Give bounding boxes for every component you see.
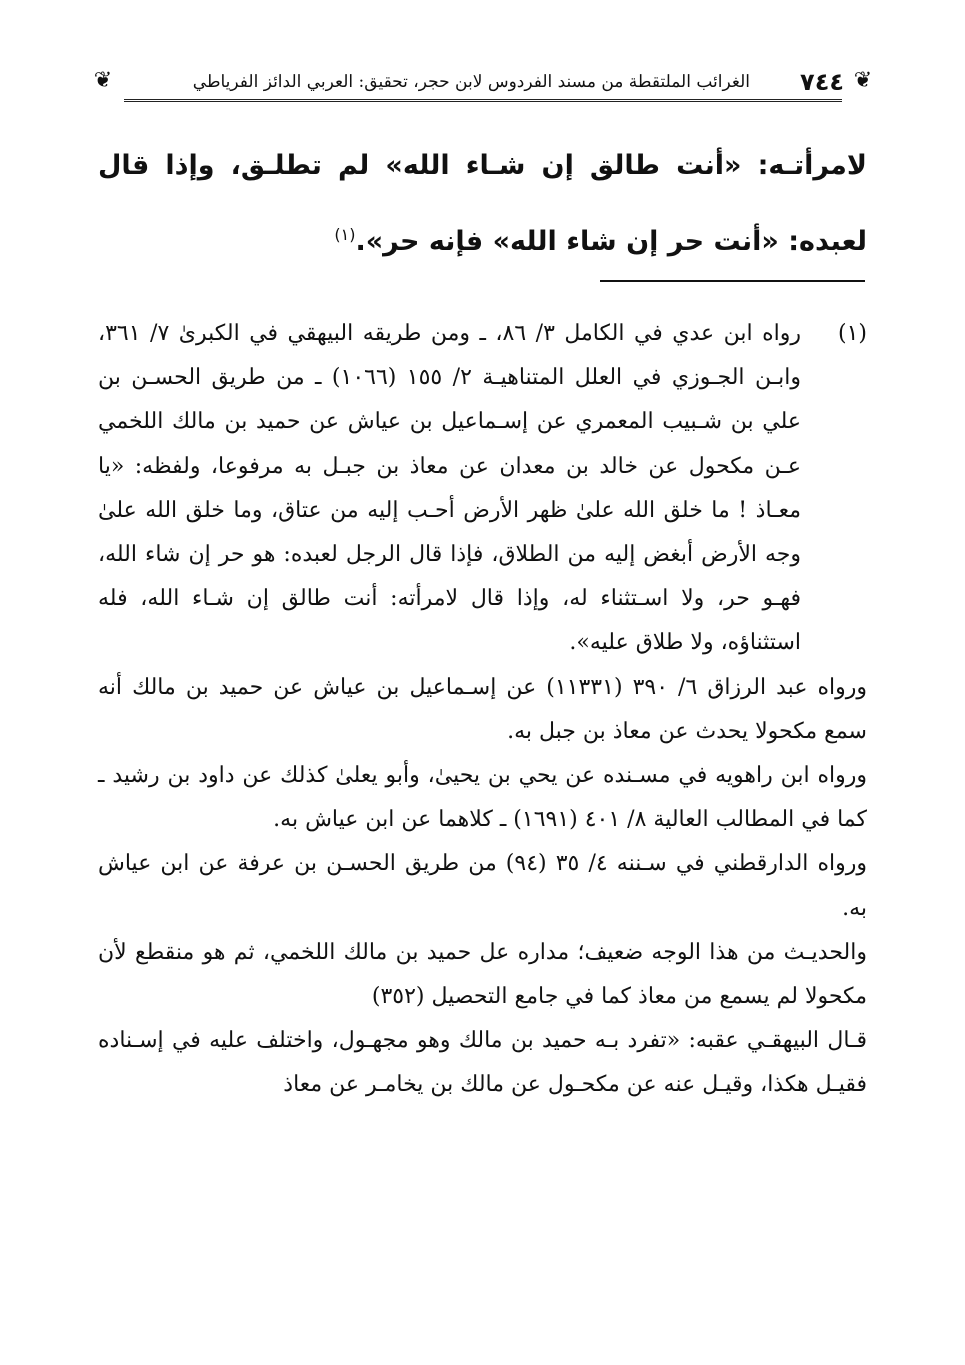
main-text	[98, 128, 867, 280]
footnote-paragraph: ورواه عبد الرزاق ٦/ ٣٩٠ (١١٣٣١) عن إسـماعيل بن عياش عن حميد بن مالك أنه سمع مكحولا يحدث عن معاذ بن جبل به.	[98, 674, 867, 744]
floral-ornament-icon: ❦	[93, 68, 113, 93]
floral-ornament-icon: ❦	[853, 68, 873, 93]
main-paragraph	[98, 128, 867, 280]
header-rule	[124, 99, 842, 102]
running-title: الغرائب الملتقطة من مسند الفردوس لابن حجر، تحقيق: العربي الدائز الفرياطي	[192, 72, 750, 92]
footnote-paragraph: والحديـث من هذا الوجه ضعيف؛ مداره عل حميد بن مالك اللخمي، ثم هو منقطع لأن مكحولا لم يسمع من معاذ كما في جامع التحصيل (٣٥٢)	[98, 939, 867, 1010]
footnote-separator	[600, 280, 865, 282]
main-paragraph-text: لامرأتـه: «أنت طالق إن شـاء الله» لم تطلـق، وإذا قال لعبده: «أنت حر إن شاء الله» فإنه حر».	[98, 150, 867, 257]
footnote-marker: (١)	[837, 321, 867, 346]
footnote-paragraph	[98, 312, 867, 666]
footnote-paragraph: ورواه ابن راهويه في مسـنده عن يحي بن يحيىٰ، وأبو يعلىٰ كذلك عن داود بن رشيد ـ كما في المطالب العالية ٨/ ٤٠١ (١٦٩١) ـ كلاهما عن ابن عياش به.	[98, 763, 867, 833]
footnote-reference: (١)	[334, 225, 356, 244]
page-number: ٧٤٤	[800, 68, 844, 96]
footnote-paragraph: قـال البيهقـي عقبه: «تفرد بـه حميد بن مالك وهو مجهـول، واختلف عليه في إسـناده فقيـل هكذا، وقيـل عنه عن مكحـول عن مالك بن يخامـر عن معاذ	[98, 1028, 867, 1098]
footnotes	[98, 312, 867, 1108]
footnote-text: رواه ابن عدي في الكامل ٣/ ٨٦، ـ ومن طريقه البيهقي في الكبرىٰ ٧/ ٣٦١، وابـن الجـوزي في العلل المتناهيـة ٢/ ١٥٥ (١٠٦٦) ـ من طريق الحسـن بن علي بن شـبيب المعمري عن إسـماعيل بن عياش عن حميد بن مالك اللخمي عـن مكحول عن خالد بن معدان عن معاذ بن جبـل به مرفوعا، ولفظه: «يا معـاذ ! ما خلق الله علىٰ ظهر الأرض أحـب إليه من عتاق، وما خلق الله علىٰ وجه الأرض أبغض إليه من الطلاق، فإذا قال الرجل لعبده: هو حر إن شاء الله، فهـو حر، ولا اسـتثناء له، وإذا قال لامرأته: أنت طالق إن شـاء الله، فله استثناؤه، ولا طلاق عليه».	[98, 321, 801, 656]
page-header	[88, 62, 878, 104]
footnote-paragraph: ورواه الدارقطني في سـننه ٤/ ٣٥ (٩٤) من طريق الحسـن بن عرفة عن ابن عياش به.	[98, 851, 867, 921]
